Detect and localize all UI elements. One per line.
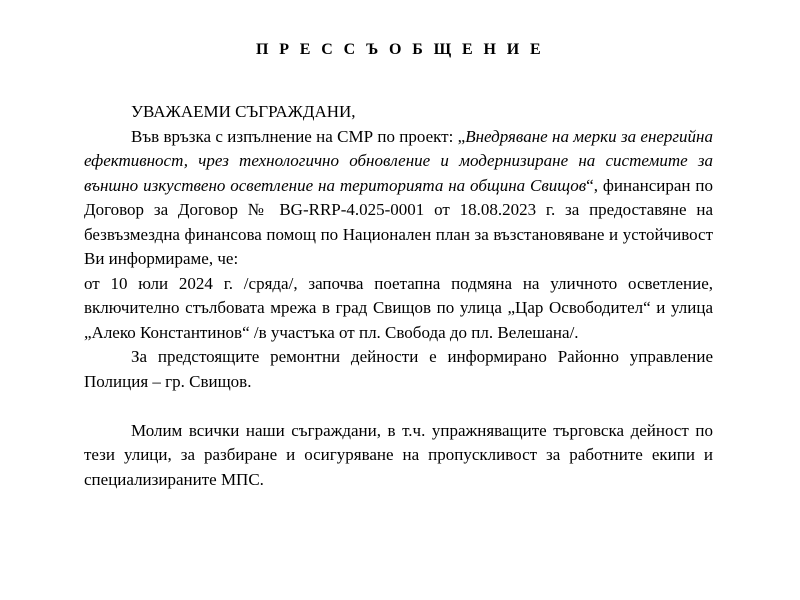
document-title: П Р Е С С Ъ О Б Щ Е Н И Е — [255, 41, 545, 58]
paragraph-project-info — [84, 125, 713, 272]
project-name: Внедряване на мерки за енергийна ефективност, чрез технологично обновление и модернизиране на системите за външно изкуствено осветление на територията на община Свищов — [84, 126, 713, 195]
paragraph-tail: “, финансиран по Договор за Договор № BG-RRP-4.025-0001 от 18.08.2023 г. за предоставяне на безвъзмездна финансова помощ по Национален план за възстановяване и устойчивост Ви информираме, че: — [84, 175, 713, 268]
paragraph-replacement-notice: от 10 юли 2024 г. /сряда/, започва поетапна подмяна на уличното осветление, включително стълбовата мрежа в град Свищов по улица „Цар Освободител“ и улица „Алеко Константинов“ /в участъка от пл. Свобода до пл. Велешана/. — [84, 273, 713, 342]
paragraph-request: Молим всички наши съграждани, в т.ч. упражняващите търговска дейност по тези улици, за разбиране и осигуряване на пропускливост за работните екипи и специализираните МПС. — [84, 420, 713, 489]
paragraph-lead: Във връзка с изпълнение на СМР по проект: „ — [131, 126, 466, 146]
paragraph-police-notice: За предстоящите ремонтни дейности е информирано Районно управление Полиция – гр. Свищов. — [84, 347, 713, 391]
salutation: УВАЖАЕМИ СЪГРАЖДАНИ, — [131, 102, 356, 121]
document-body — [84, 100, 713, 492]
blank-line — [84, 394, 713, 419]
